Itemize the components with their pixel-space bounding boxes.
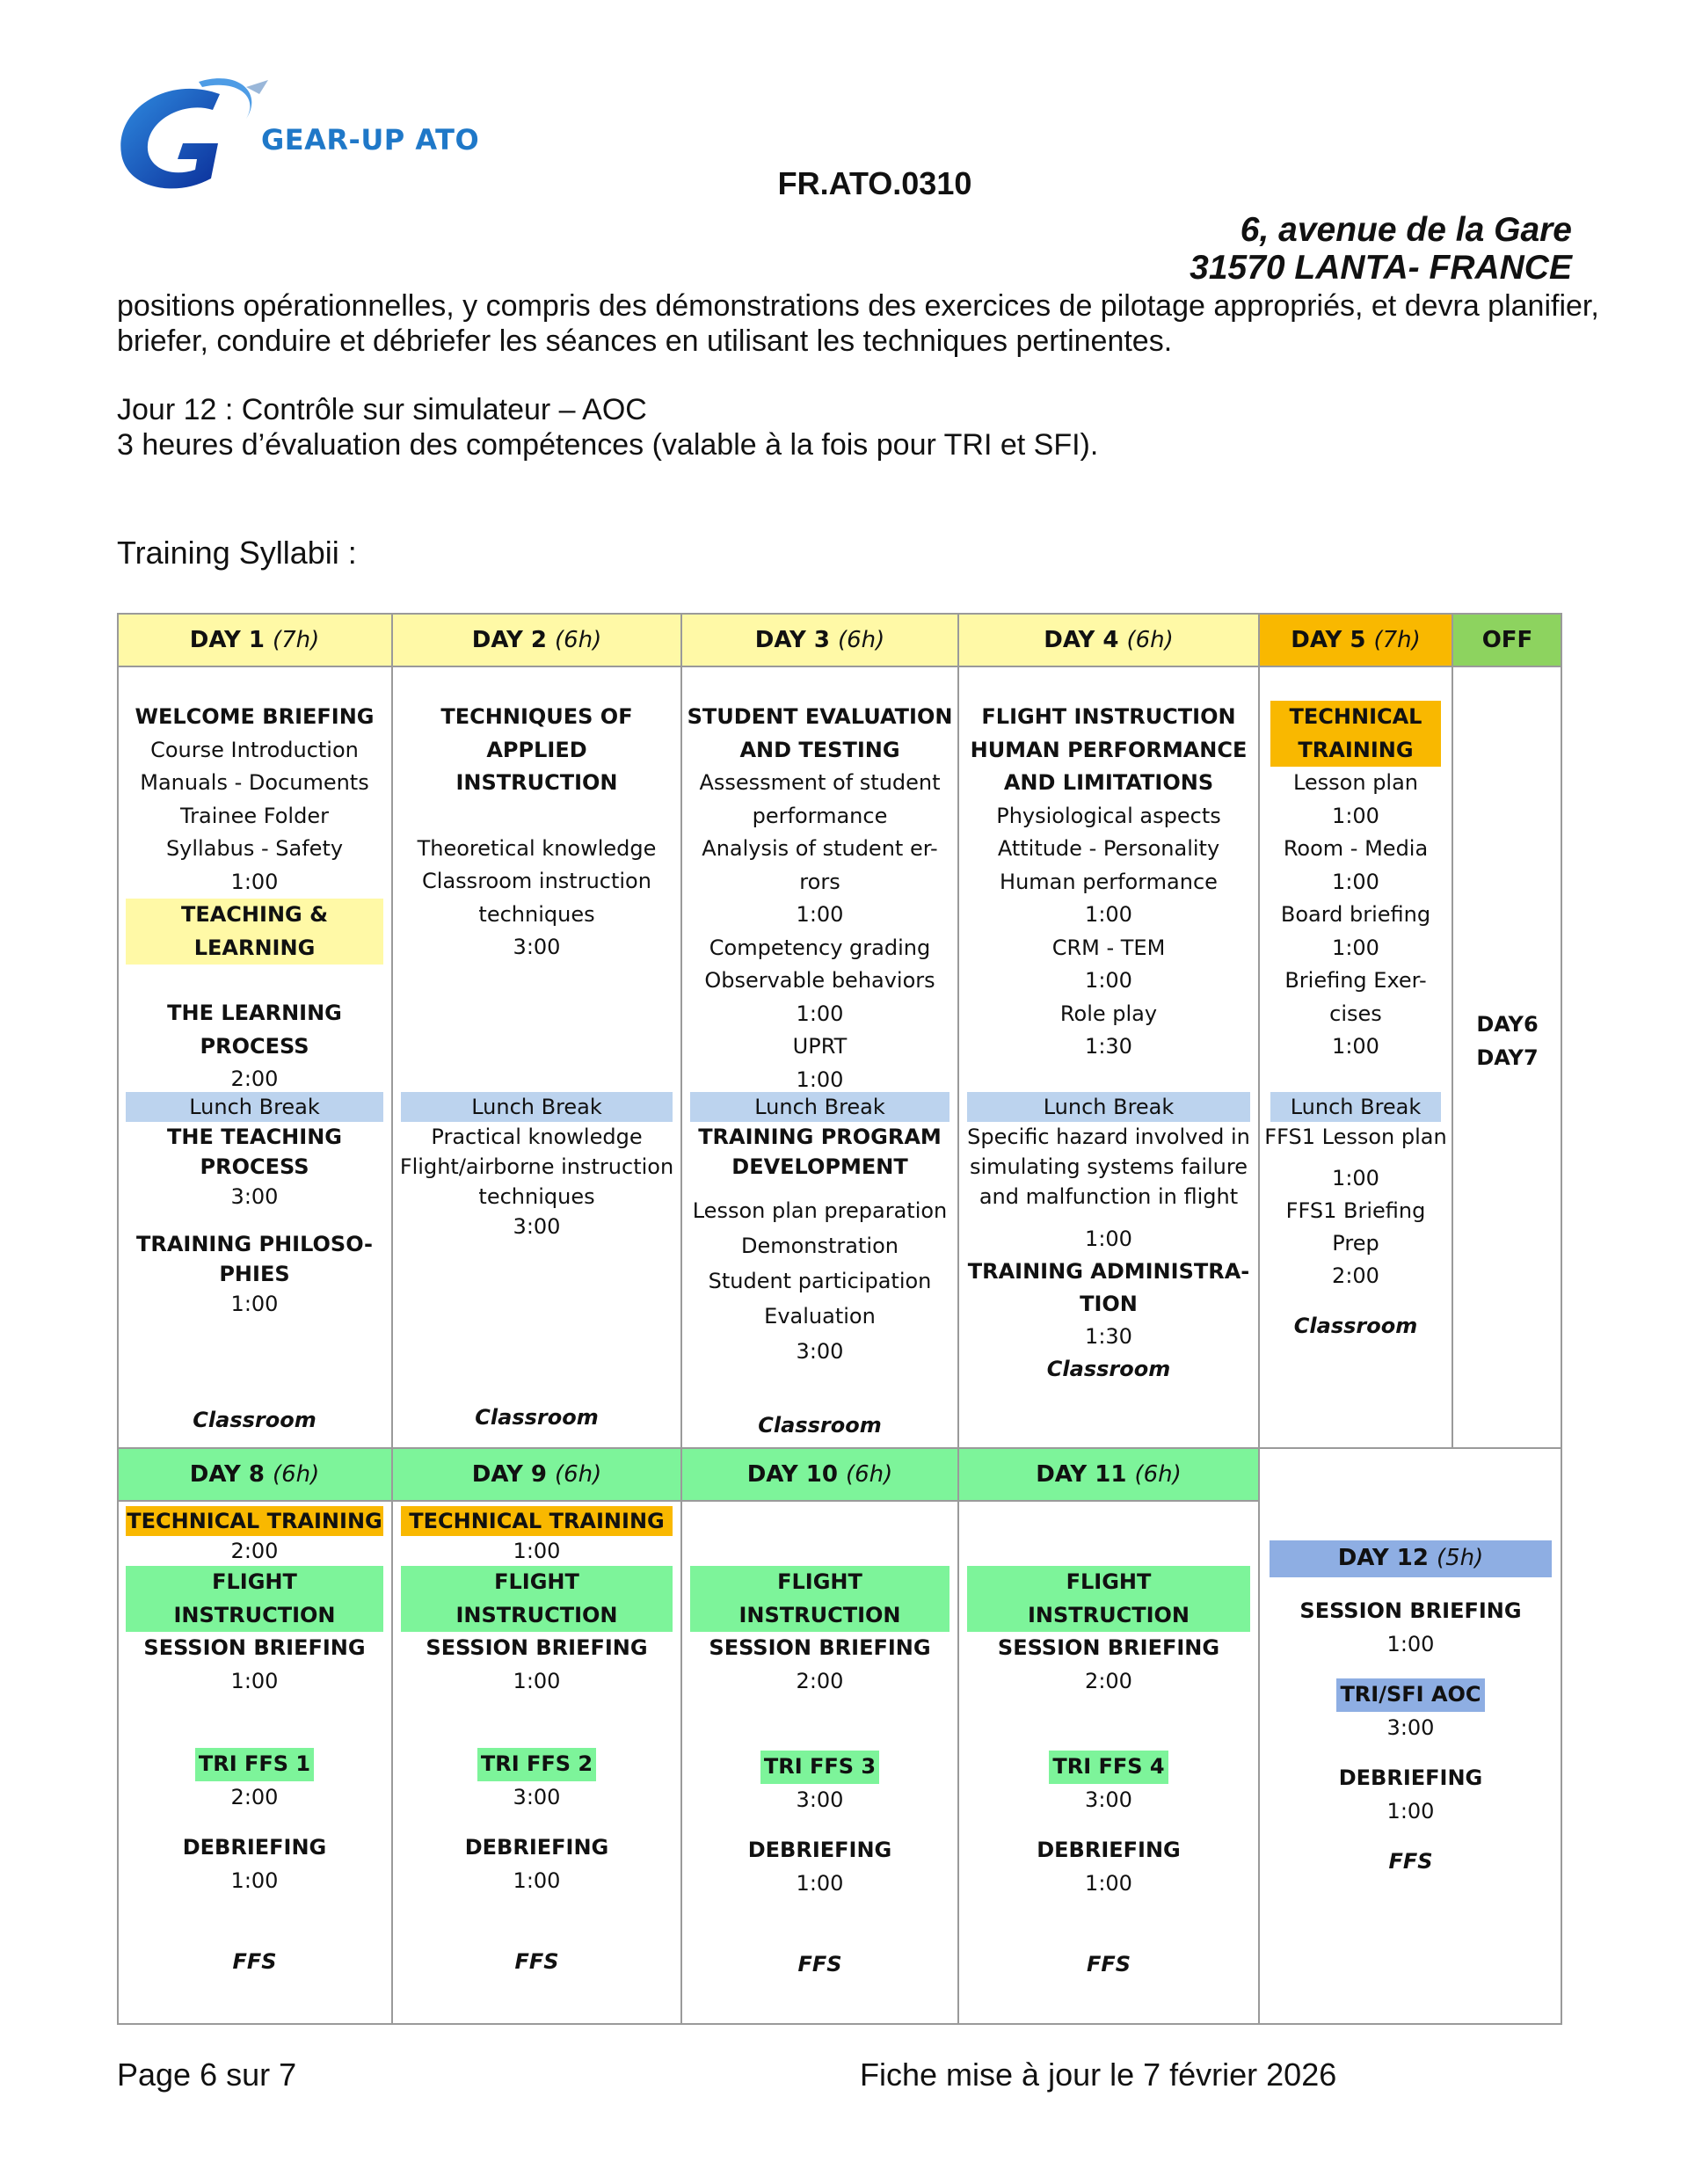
day5-duration-item: 1:00 xyxy=(1332,1034,1379,1059)
day3-item: Lesson plan preparation xyxy=(692,1198,948,1223)
day9-content xyxy=(392,1506,681,1979)
day8-location-text: FFS xyxy=(232,1949,277,1974)
day9-tech-time: 1:00 xyxy=(513,1539,561,1563)
day9-location-text: FFS xyxy=(514,1949,559,1974)
day3-item: Assessment of student xyxy=(699,770,941,795)
day1-afternoon xyxy=(117,1092,392,1319)
day5-item: Prep xyxy=(1332,1231,1379,1256)
day5-afternoon-items xyxy=(1259,1162,1452,1343)
day12-duration: (5h) xyxy=(1436,1545,1484,1572)
day5-duration-item: 2:00 xyxy=(1332,1263,1379,1288)
day4-item: and malfunction in flight xyxy=(979,1184,1239,1209)
day8-flight-instruction xyxy=(126,1566,383,1632)
day10-duration: (6h) xyxy=(845,1461,893,1488)
day11-instruction-label: INSTRUCTION xyxy=(1027,1602,1190,1627)
day2-location-text: Classroom xyxy=(475,1405,599,1430)
day1-item: Course Introduction xyxy=(150,737,359,762)
day10-flight-label: FLIGHT xyxy=(777,1569,862,1594)
day3-duration-item: 3:00 xyxy=(796,1339,844,1364)
day9-instruction-label: INSTRUCTION xyxy=(455,1602,618,1627)
day10-tri-ffs: TRI FFS 3 xyxy=(760,1751,879,1784)
day8-debrief-time: 1:00 xyxy=(230,1867,279,1893)
day9-flight-instruction xyxy=(401,1566,673,1632)
day11-label: DAY 11 xyxy=(1036,1461,1127,1488)
day3-duration-item: 1:00 xyxy=(796,1067,844,1088)
day4-title: FLIGHT INSTRUCTION xyxy=(981,704,1236,729)
day5-duration-item: 1:00 xyxy=(1332,803,1379,828)
day8-flight-label: FLIGHT xyxy=(212,1569,297,1594)
off-content xyxy=(1452,1008,1562,1074)
day2-lunch-break: Lunch Break xyxy=(401,1092,673,1122)
day5-item: Board briefing xyxy=(1280,902,1431,927)
day5-content xyxy=(1259,701,1452,1064)
day3-title-2: AND TESTING xyxy=(739,737,900,762)
day1-learning-process: THE LEARNING PROCESS xyxy=(167,1001,342,1059)
day3-duration-item: 1:00 xyxy=(796,902,844,927)
day2-afternoon xyxy=(392,1092,681,1241)
day4-duration-item: 1:30 xyxy=(1085,1324,1132,1349)
day9-flight-label: FLIGHT xyxy=(494,1569,579,1594)
day8-instruction-label: INSTRUCTION xyxy=(173,1602,336,1627)
day1-item: Syllabus - Safety xyxy=(165,836,344,861)
day5-lunch-break: Lunch Break xyxy=(1270,1092,1441,1122)
day9-debrief-time: 1:00 xyxy=(513,1867,561,1893)
day4-label: DAY 4 xyxy=(1044,626,1119,653)
logo-text: GEAR-UP ATO xyxy=(261,123,480,157)
day3-content xyxy=(681,701,958,1088)
day2-item: Theoretical knowledge xyxy=(417,835,657,861)
day4-duration: (6h) xyxy=(1126,626,1174,653)
day10-label: DAY 10 xyxy=(746,1461,838,1488)
day4-training-administration: TRAINING ADMINISTRA- xyxy=(967,1259,1250,1284)
day11-tri-ffs: TRI FFS 4 xyxy=(1049,1751,1168,1784)
day11-duration: (6h) xyxy=(1134,1461,1182,1488)
day5-duration-item: 1:00 xyxy=(1332,869,1379,894)
day2-item: techniques xyxy=(478,901,595,927)
day2-item: techniques xyxy=(478,1184,595,1209)
day1-label: DAY 1 xyxy=(189,626,265,653)
off-label: OFF xyxy=(1481,626,1533,653)
day1-duration: (7h) xyxy=(272,626,320,653)
day4-item: Human performance xyxy=(1000,869,1218,894)
day12-line-2: 3 heures d’évaluation des compétences (valable à la fois pour TRI et SFI). xyxy=(117,428,1099,462)
day4-item: simulating systems failure xyxy=(970,1154,1248,1179)
day11-session-briefing: SESSION BRIEFING xyxy=(997,1635,1220,1660)
day8-ffs-time: 2:00 xyxy=(230,1784,279,1809)
day12-line-1: Jour 12 : Contrôle sur simulateur – AOC xyxy=(117,393,647,426)
day4-afternoon-items xyxy=(958,1223,1259,1386)
day3-lunch-break: Lunch Break xyxy=(690,1092,950,1122)
day9-ffs-time: 3:00 xyxy=(513,1784,561,1809)
day10-content xyxy=(681,1566,958,1982)
day3-title: STUDENT EVALUATION xyxy=(687,704,953,729)
day1-training-philosophies: TRAINING PHILOSO- xyxy=(135,1232,374,1256)
day12-debriefing: DEBRIEFING xyxy=(1338,1765,1483,1790)
day1-welcome-briefing: WELCOME BRIEFING xyxy=(135,704,375,729)
day3-afternoon xyxy=(681,1092,958,1182)
day5-item: FFS1 Briefing xyxy=(1285,1198,1426,1223)
day3-item: Analysis of student er- xyxy=(702,836,938,861)
day4-item: Specific hazard involved in xyxy=(967,1125,1250,1149)
day3-label: DAY 3 xyxy=(754,626,830,653)
day8-duration: (6h) xyxy=(272,1461,320,1488)
day2-title: TECHNIQUES OF APPLIED xyxy=(440,704,633,762)
day9-session-briefing: SESSION BRIEFING xyxy=(426,1635,648,1660)
day11-content xyxy=(958,1566,1259,1982)
training-syllabus-table xyxy=(117,613,1562,2025)
day8-content xyxy=(117,1506,392,1979)
day12-debrief-time: 1:00 xyxy=(1386,1798,1435,1824)
day10-ffs-time: 3:00 xyxy=(796,1787,844,1812)
day1-item: Trainee Folder xyxy=(180,803,329,828)
day11-flight-label: FLIGHT xyxy=(1066,1569,1152,1594)
day12-brief-time: 1:00 xyxy=(1386,1631,1435,1656)
day1-duration-item: 3:00 xyxy=(230,1184,279,1209)
day8-session-briefing: SESSION BRIEFING xyxy=(143,1635,366,1660)
day12-label: DAY 12 xyxy=(1337,1545,1429,1572)
approval-reference: FR.ATO.0310 xyxy=(777,165,972,201)
day4-duration-item: 1:00 xyxy=(1085,902,1132,927)
off-day6: DAY6 xyxy=(1476,1012,1539,1037)
day1-training-philosophies-2: PHIES xyxy=(219,1262,290,1286)
day10-flight-instruction xyxy=(690,1566,950,1632)
day8-technical-training: TECHNICAL TRAINING xyxy=(126,1506,383,1536)
day4-location-text: Classroom xyxy=(1046,1357,1171,1381)
day2-item: Practical knowledge xyxy=(431,1125,643,1149)
day8-tri-ffs: TRI FFS 1 xyxy=(195,1748,314,1781)
day9-brief-time: 1:00 xyxy=(513,1668,561,1693)
day10-debrief-time: 1:00 xyxy=(796,1870,844,1896)
day2-duration-item: 3:00 xyxy=(513,1214,561,1239)
day11-debriefing: DEBRIEFING xyxy=(1037,1838,1181,1862)
day5-item: FFS1 Lesson plan xyxy=(1264,1125,1447,1149)
day10-instruction-label: INSTRUCTION xyxy=(738,1602,901,1627)
day8-label: DAY 8 xyxy=(189,1461,265,1488)
day8-brief-time: 1:00 xyxy=(230,1668,279,1693)
off-day7: DAY7 xyxy=(1476,1045,1539,1070)
day3-duration: (6h) xyxy=(837,626,885,653)
day3-location-text: Classroom xyxy=(758,1413,882,1438)
day2-content xyxy=(392,701,681,965)
page-number: Page 6 sur 7 xyxy=(117,2057,297,2093)
day5-duration-item: 1:00 xyxy=(1332,1166,1379,1190)
day2-title-2: INSTRUCTION xyxy=(455,770,618,795)
day1-duration-item: 1:00 xyxy=(230,1292,279,1316)
day4-afternoon xyxy=(958,1092,1259,1212)
day1-location-text: Classroom xyxy=(193,1408,316,1432)
day3-program-development: TRAINING PROGRAM xyxy=(698,1125,942,1149)
day10-brief-time: 2:00 xyxy=(796,1668,844,1693)
day4-item: Attitude - Personality xyxy=(997,836,1220,861)
day2-duration: (6h) xyxy=(554,626,602,653)
day11-flight-instruction xyxy=(967,1566,1250,1632)
day4-title-2: HUMAN PERFORMANCE xyxy=(970,737,1248,762)
day4-item: CRM - TEM xyxy=(1051,935,1166,960)
day12-aoc-time: 3:00 xyxy=(1386,1714,1435,1740)
intro-paragraph: positions opérationnelles, y compris des démonstrations des exercices de pilotage appropriés, et devra planifier, briefer, conduire et débriefer les séances en utilisant les techniques pertinentes. xyxy=(117,289,1599,358)
day2-duration-item: 3:00 xyxy=(513,935,561,959)
day5-training-label: TRAINING xyxy=(1298,737,1414,762)
day4-title-3: AND LIMITATIONS xyxy=(1003,770,1214,795)
day1-location xyxy=(117,1404,392,1438)
update-date: Fiche mise à jour le 7 février 2026 xyxy=(860,2057,1337,2093)
day9-duration: (6h) xyxy=(554,1461,602,1488)
day8-tech-time: 2:00 xyxy=(230,1539,279,1563)
day5-duration: (7h) xyxy=(1373,626,1421,653)
day4-duration-item: 1:30 xyxy=(1085,1034,1132,1059)
day3-item: Evaluation xyxy=(764,1304,876,1329)
day1-duration-item: 2:00 xyxy=(230,1067,279,1091)
day5-item: cises xyxy=(1329,1001,1382,1026)
syllabi-title: Training Syllabii : xyxy=(117,535,357,571)
day5-location-text: Classroom xyxy=(1293,1314,1418,1338)
day9-debriefing: DEBRIEFING xyxy=(464,1835,609,1860)
day1-lunch-break: Lunch Break xyxy=(126,1092,383,1122)
day12-header xyxy=(1270,1540,1552,1577)
day12-content xyxy=(1259,1540,1562,1879)
day2-location xyxy=(392,1401,681,1435)
day3-afternoon-items xyxy=(681,1193,958,1369)
day3-item: Demonstration xyxy=(741,1234,899,1258)
day1-teaching-learning: TEACHING & LEARNING xyxy=(126,899,383,965)
day4-duration-item: 1:00 xyxy=(1085,968,1132,993)
day5-duration-item: 1:00 xyxy=(1332,935,1379,960)
day4-duration-item: 1:00 xyxy=(1085,1227,1132,1251)
day3-item: Student participation xyxy=(708,1269,932,1293)
address-line-1: 6, avenue de la Gare xyxy=(1240,211,1572,249)
day4-lunch-break: Lunch Break xyxy=(967,1092,1250,1122)
day11-ffs-time: 3:00 xyxy=(1085,1787,1132,1812)
day4-content xyxy=(958,701,1259,1064)
day10-session-briefing: SESSION BRIEFING xyxy=(709,1635,931,1660)
day4-training-administration-2: TION xyxy=(1080,1292,1138,1316)
day9-technical-training: TECHNICAL TRAINING xyxy=(401,1506,673,1536)
day5-item: Briefing Exer- xyxy=(1284,968,1427,993)
day5-item: Room - Media xyxy=(1283,836,1429,861)
day5-technical-label: TECHNICAL xyxy=(1289,704,1422,729)
day3-location xyxy=(681,1409,958,1443)
day3-program-development-2: DEVELOPMENT xyxy=(731,1154,908,1179)
day1-teaching-process: THE TEACHING PROCESS xyxy=(167,1125,342,1179)
day5-label: DAY 5 xyxy=(1291,626,1366,653)
address-line-2: 31570 LANTA- FRANCE xyxy=(1190,249,1572,287)
day1-content xyxy=(117,701,392,1096)
day12-location-text: FFS xyxy=(1388,1849,1433,1874)
day2-item: Classroom instruction xyxy=(422,869,651,893)
day10-debriefing: DEBRIEFING xyxy=(747,1838,892,1862)
day5-technical-training xyxy=(1270,701,1441,767)
day2-item: Flight/airborne instruction xyxy=(399,1154,674,1179)
day12-session-briefing: SESSION BRIEFING xyxy=(1299,1598,1522,1623)
day3-item: Observable behaviors xyxy=(704,968,935,993)
day4-item: Physiological aspects xyxy=(996,803,1221,828)
day5-afternoon xyxy=(1259,1092,1452,1152)
day3-item: performance xyxy=(752,803,888,828)
day10-location-text: FFS xyxy=(797,1952,842,1977)
day2-label: DAY 2 xyxy=(471,626,547,653)
day9-label: DAY 9 xyxy=(471,1461,547,1488)
day12-tri-sfi-aoc: TRI/SFI AOC xyxy=(1336,1678,1484,1712)
day9-tri-ffs: TRI FFS 2 xyxy=(477,1748,596,1781)
day1-item: Manuals - Documents xyxy=(140,770,369,795)
day5-item: Lesson plan xyxy=(1292,770,1419,795)
day11-brief-time: 2:00 xyxy=(1085,1668,1132,1693)
day3-item: Competency grading xyxy=(709,935,931,960)
day11-debrief-time: 1:00 xyxy=(1085,1870,1132,1896)
day4-item: Role play xyxy=(1059,1001,1158,1026)
day3-duration-item: 1:00 xyxy=(796,1001,844,1026)
day11-location-text: FFS xyxy=(1086,1952,1131,1977)
day3-item: rors xyxy=(799,869,840,894)
day1-duration-item: 1:00 xyxy=(230,869,279,894)
day3-item: UPRT xyxy=(792,1034,848,1059)
day12-description xyxy=(117,392,1612,462)
day8-debriefing: DEBRIEFING xyxy=(182,1835,327,1860)
